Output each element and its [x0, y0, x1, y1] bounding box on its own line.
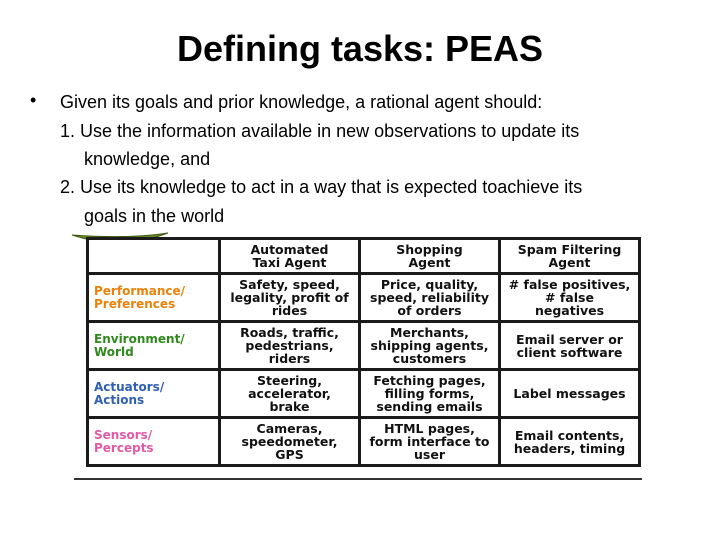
column-header-taxi: Automated Taxi Agent	[221, 240, 358, 272]
row-header-actuators: Actuators/ Actions	[89, 371, 218, 416]
table-row-actuators	[89, 371, 638, 416]
table-cell: Email server or client software	[501, 323, 638, 368]
table-cell: Merchants, shipping agents, customers	[361, 323, 498, 368]
table-cell: Price, quality, speed, reliability of orders	[361, 275, 498, 320]
table-row-performance	[89, 275, 638, 320]
list-item-1-line-2: knowledge, and	[84, 149, 211, 169]
table-cell: Label messages	[501, 371, 638, 416]
table-baseline-rule	[74, 478, 642, 480]
column-header-spam: Spam Filtering Agent	[501, 240, 638, 272]
table-cell: Safety, speed, legality, profit of rides	[221, 275, 358, 320]
table-cell: HTML pages, form interface to user	[361, 419, 498, 464]
row-header-sensors: Sensors/ Percepts	[89, 419, 218, 464]
table-cell: # false positives, # false negatives	[501, 275, 638, 320]
row-header-environment: Environment/ World	[89, 323, 218, 368]
table-cell: Steering, accelerator, brake	[221, 371, 358, 416]
row-header-performance: Performance/ Preferences	[89, 275, 218, 320]
table-cell: Email contents, headers, timing	[501, 419, 638, 464]
column-header-shopping: Shopping Agent	[361, 240, 498, 272]
table-cell: Cameras, speedometer, GPS	[221, 419, 358, 464]
bullet-text: Given its goals and prior knowledge, a rational agent should:	[60, 92, 543, 112]
bullet-marker: •	[30, 90, 37, 110]
table-cell: Fetching pages, filling forms, sending emails	[361, 371, 498, 416]
table-row-sensors	[89, 419, 638, 464]
table-corner-cell	[89, 240, 218, 272]
table-header-row	[89, 240, 638, 272]
slide-title: Defining tasks: PEAS	[176, 28, 544, 69]
table-cell: Roads, traffic, pedestrians, riders	[221, 323, 358, 368]
list-item-1-line-1: 1. Use the information available in new observations to update its	[60, 121, 580, 141]
list-item-2-line-2: goals in the world	[84, 206, 225, 226]
table-row-environment	[89, 323, 638, 368]
peas-table	[86, 237, 641, 467]
list-item-2-line-1: 2. Use its knowledge to act in a way that is expected toachieve its	[60, 177, 583, 197]
